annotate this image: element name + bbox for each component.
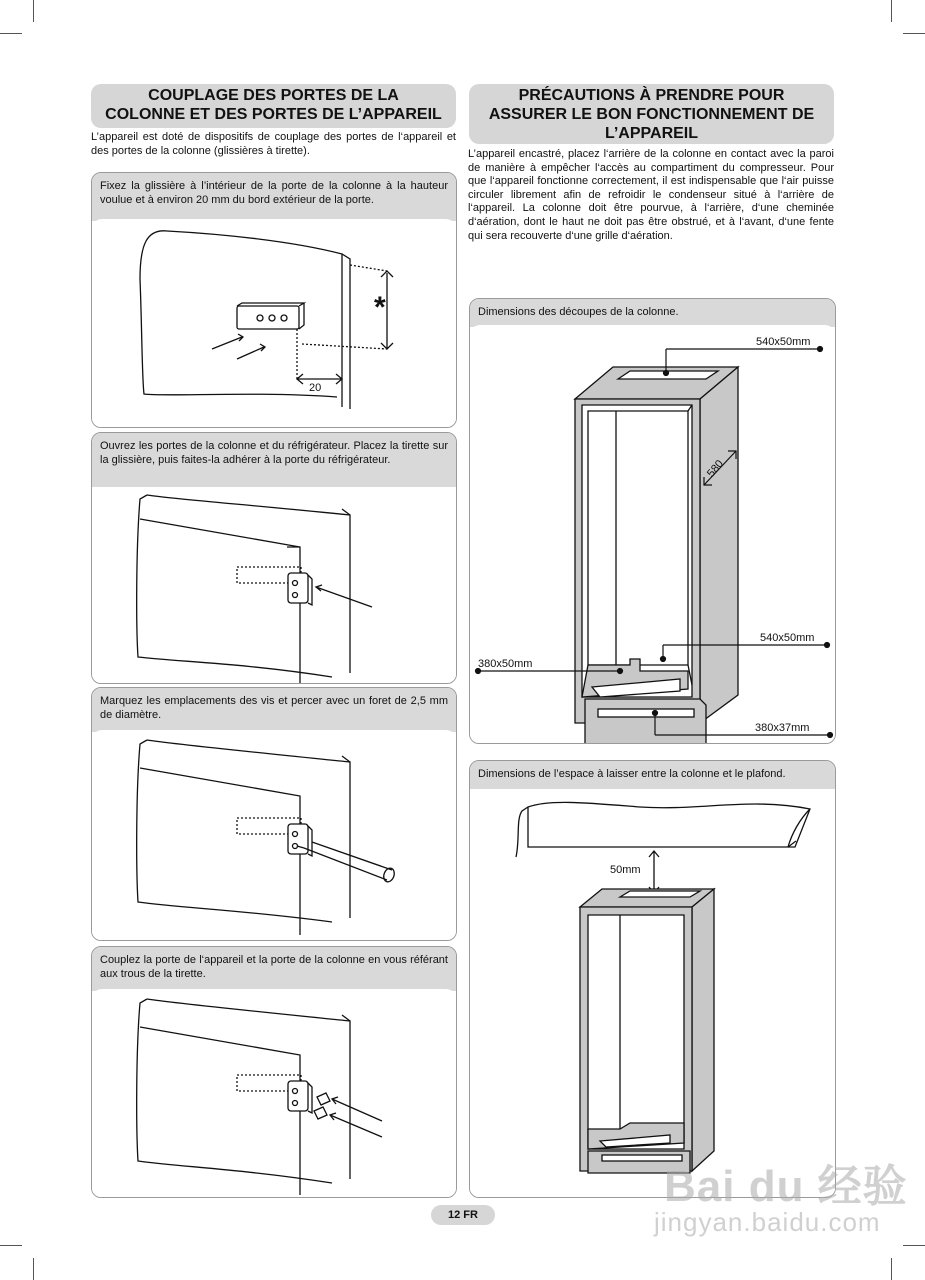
crop-mark — [0, 1245, 22, 1246]
column-cutouts-drawing — [470, 325, 835, 743]
step-illustration — [92, 487, 456, 683]
page-number: 12 FR — [431, 1205, 495, 1225]
cutouts-panel — [469, 298, 836, 744]
right-intro: L’appareil encastré, placez l‘arrière de la colonne en contact avec la paroi de manière à empêcher l‘accès au compartiment du compresseur. Pour que l‘appareil fonctionne correctement, il est indispensable que l‘air puisse circuler librement afin de refroidir le condenseur situé à l‘arrière de l‘appareil. La colonne doit être pourvue, à l‘arrière, d‘une cheminée d‘aération, dont le haut ne doit pas être obstrué, et à l‘avant, d‘une fente qui sera recouverte d‘une grille d‘aération. — [468, 148, 834, 242]
title-line: PRÉCAUTIONS À PRENDRE POUR — [518, 87, 785, 104]
step-illustration — [92, 730, 456, 940]
step-illustration — [92, 989, 456, 1197]
slider-placement-drawing — [92, 487, 456, 683]
title-line: COUPLAGE DES PORTES DE LA — [148, 87, 399, 104]
crop-mark — [0, 33, 22, 34]
crop-mark — [33, 1258, 34, 1280]
ceiling-panel — [469, 760, 836, 1198]
drilling-drawing — [92, 730, 456, 940]
step-text: Couplez la porte de l‘appareil et la porte de la colonne en vous référant aux trous de la tirette. — [92, 947, 456, 991]
ceiling-gap-drawing — [470, 789, 835, 1197]
step-panel-3 — [91, 687, 457, 941]
dim-label-left-bottom: 380x50mm — [478, 658, 533, 670]
title-line: COLONNE ET DES PORTES DE L’APPAREIL — [105, 106, 442, 123]
step-panel-2 — [91, 432, 457, 684]
crop-mark — [891, 0, 892, 22]
dim-label-top: 540x50mm — [756, 336, 811, 348]
crop-mark — [33, 0, 34, 22]
dim-label-depth: 580 — [705, 457, 727, 480]
step-panel-1 — [91, 172, 457, 428]
step-illustration — [92, 219, 456, 427]
crop-mark — [891, 1258, 892, 1280]
crop-mark — [903, 1245, 925, 1246]
panel-caption: Dimensions des découpes de la colonne. — [470, 299, 835, 327]
title-line: ASSURER LE BON FONCTIONNEMENT DE — [488, 106, 815, 123]
watermark-url: jingyan.baidu.com — [654, 1207, 881, 1237]
title-line: L’APPAREIL — [604, 125, 699, 142]
coupling-drawing — [92, 989, 456, 1197]
step-text: Marquez les emplacements des vis et percer avec un foret de 2,5 mm de diamètre. — [92, 688, 456, 732]
right-section-title — [469, 84, 834, 144]
dim-label-front-bottom: 380x37mm — [755, 722, 810, 734]
ceiling-illustration — [470, 789, 835, 1197]
dim-label-back-bottom: 540x50mm — [760, 632, 815, 644]
left-section-title — [91, 84, 456, 128]
door-bracket-drawing — [92, 219, 456, 428]
crop-mark — [903, 33, 925, 34]
star-label: * — [374, 291, 386, 324]
left-intro: L’appareil est doté de dispositifs de couplage des portes de l‘appareil et des portes de la colonne (glissières à tirette). — [91, 131, 456, 157]
panel-caption: Dimensions de l’espace à laisser entre la colonne et le plafond. — [470, 761, 835, 789]
cutouts-illustration — [470, 325, 835, 743]
step-text: Fixez la glissière à l’intérieur de la porte de la colonne à la hauteur voulue et à environ 20 mm du bord extérieur de la porte. — [92, 173, 456, 221]
watermark-brand: Bai du 经验 — [664, 1162, 908, 1211]
step-text: Ouvrez les portes de la colonne et du réfrigérateur. Placez la tirette sur la glissière, puis faites-la adhérer à la porte du réfrigérateur. — [92, 433, 456, 487]
gap-label: 50mm — [610, 864, 641, 876]
dim-label: 20 — [309, 382, 322, 394]
step-panel-4 — [91, 946, 457, 1198]
